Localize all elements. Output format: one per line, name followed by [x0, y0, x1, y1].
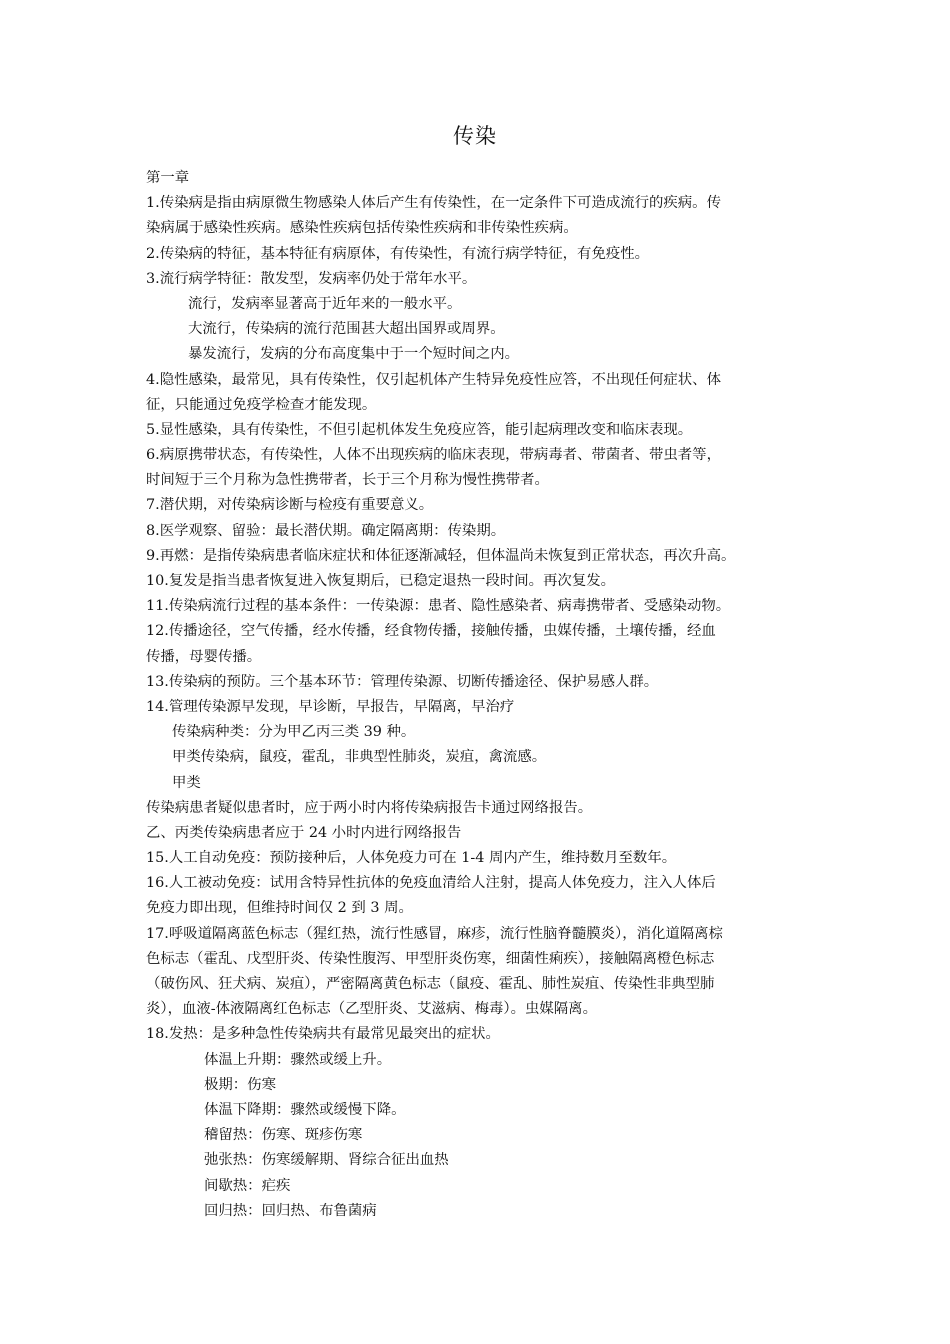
paragraph-line: 6.病原携带状态，有传染性，人体不出现疾病的临床表现，带病毒者、带菌者、带虫者等， [146, 447, 721, 464]
paragraph-line: 时间短于三个月称为急性携带者，长于三个月称为慢性携带者。 [146, 472, 549, 489]
paragraph-line: 15.人工自动免疫：预防接种后，人体免疫力可在 1-4 周内产生，维持数月至数年。 [146, 850, 677, 867]
paragraph-line: 5.显性感染，具有传染性，不但引起机体发生免疫应答，能引起病理改变和临床表现。 [146, 421, 693, 438]
paragraph-line: 炎），血液-体液隔离红色标志（乙型肝炎、艾滋病、梅毒）。虫媒隔离。 [146, 1001, 597, 1018]
indented-line: 体温上升期：骤然或缓上升。 [204, 1051, 392, 1068]
indented-line: 流行，发病率显著高于近年来的一般水平。 [188, 295, 462, 312]
indented-line: 甲类传染病，鼠疫，霍乱，非典型性肺炎，炭疽，禽流感。 [172, 749, 547, 766]
indented-line: 传染病种类：分为甲乙丙三类 39 种。 [172, 724, 416, 741]
paragraph-line: 色标志（霍乱、戊型肝炎、传染性腹泻、甲型肝炎伤寒，细菌性痢疾），接触隔离橙色标志 [146, 950, 715, 967]
paragraph-line: 18.发热：是多种急性传染病共有最常见最突出的症状。 [146, 1026, 500, 1043]
paragraph-line: 传染病患者疑似患者时，应于两小时内将传染病报告卡通过网络报告。 [146, 799, 593, 816]
indented-line: 暴发流行，发病的分布高度集中于一个短时间之内。 [188, 346, 519, 363]
paragraph-line: 免疫力即出现，但维持时间仅 2 到 3 周。 [146, 900, 413, 917]
indented-line: 间歇热：疟疾 [204, 1177, 291, 1194]
indented-line: 弛张热：伤寒缓解期、肾综合征出血热 [204, 1152, 449, 1169]
paragraph-line: 3.流行病学特征：散发型，发病率仍处于常年水平。 [146, 270, 477, 287]
paragraph-line: 4.隐性感染，最常见，具有传染性，仅引起机体产生特异免疫性应答，不出现任何症状、体 [146, 371, 721, 388]
paragraph-line: 14.管理传染源早发现，早诊断，早报告，早隔离，早治疗 [146, 698, 515, 715]
chapter-heading: 第一章 [146, 170, 190, 186]
document-title: 传染 [453, 124, 497, 148]
paragraph-line: 16.人工被动免疫：试用含特异性抗体的免疫血清给人注射，提高人体免疫力，注入人体后 [146, 875, 716, 892]
paragraph-line: 17.呼吸道隔离蓝色标志（猩红热，流行性感冒，麻疹，流行性脑脊髓膜炎），消化道隔离棕 [146, 925, 723, 942]
paragraph-line: 11.传染病流行过程的基本条件：一传染源：患者、隐性感染者、病毒携带者、受感染动物。 [146, 598, 731, 615]
paragraph-line: 10.复发是指当患者恢复进入恢复期后，已稳定退热一段时间。再次复发。 [146, 573, 615, 589]
indented-line: 极期：伤寒 [204, 1076, 276, 1093]
paragraph-line: 征，只能通过免疫学检查才能发现。 [146, 396, 377, 413]
paragraph-line: 乙、丙类传染病患者应于 24 小时内进行网络报告 [146, 824, 462, 841]
indented-line: 甲类 [172, 774, 201, 791]
paragraph-line: 9.再燃：是指传染病患者临床症状和体征逐渐减轻，但体温尚未恢复到正常状态，再次升高。 [146, 547, 736, 564]
indented-line: 稽留热：伤寒、斑疹伤寒 [204, 1127, 363, 1144]
paragraph-line: （破伤风、狂犬病、炭疽），严密隔离黄色标志（鼠疫、霍乱、肺性炭疽、传染性非典型肺 [146, 976, 715, 992]
paragraph-line: 13.传染病的预防。三个基本环节：管理传染源、切断传播途径、保护易感人群。 [146, 673, 659, 690]
indented-line: 体温下降期：骤然或缓慢下降。 [204, 1101, 406, 1118]
paragraph-line: 8.医学观察、留验：最长潜伏期。确定隔离期：传染期。 [146, 522, 506, 539]
paragraph-line: 传播，母婴传播。 [146, 648, 262, 665]
paragraph-line: 12.传播途径，空气传播，经水传播，经食物传播，接触传播，虫媒传播，土壤传播，经血 [146, 623, 716, 640]
paragraph-line: 1.传染病是指由病原微生物感染人体后产生有传染性，在一定条件下可造成流行的疾病。传 [146, 195, 721, 212]
paragraph-line: 染病属于感染性疾病。感染性疾病包括传染性疾病和非传染性疾病。 [146, 220, 578, 237]
paragraph-line: 7.潜伏期，对传染病诊断与检疫有重要意义。 [146, 497, 434, 514]
paragraph-line: 2.传染病的特征，基本特征有病原体，有传染性，有流行病学特征，有免疫性。 [146, 245, 650, 262]
indented-line: 回归热：回归热、布鲁菌病 [204, 1202, 377, 1219]
indented-line: 大流行，传染病的流行范围甚大超出国界或周界。 [188, 321, 505, 338]
document-body [146, 166, 810, 1224]
